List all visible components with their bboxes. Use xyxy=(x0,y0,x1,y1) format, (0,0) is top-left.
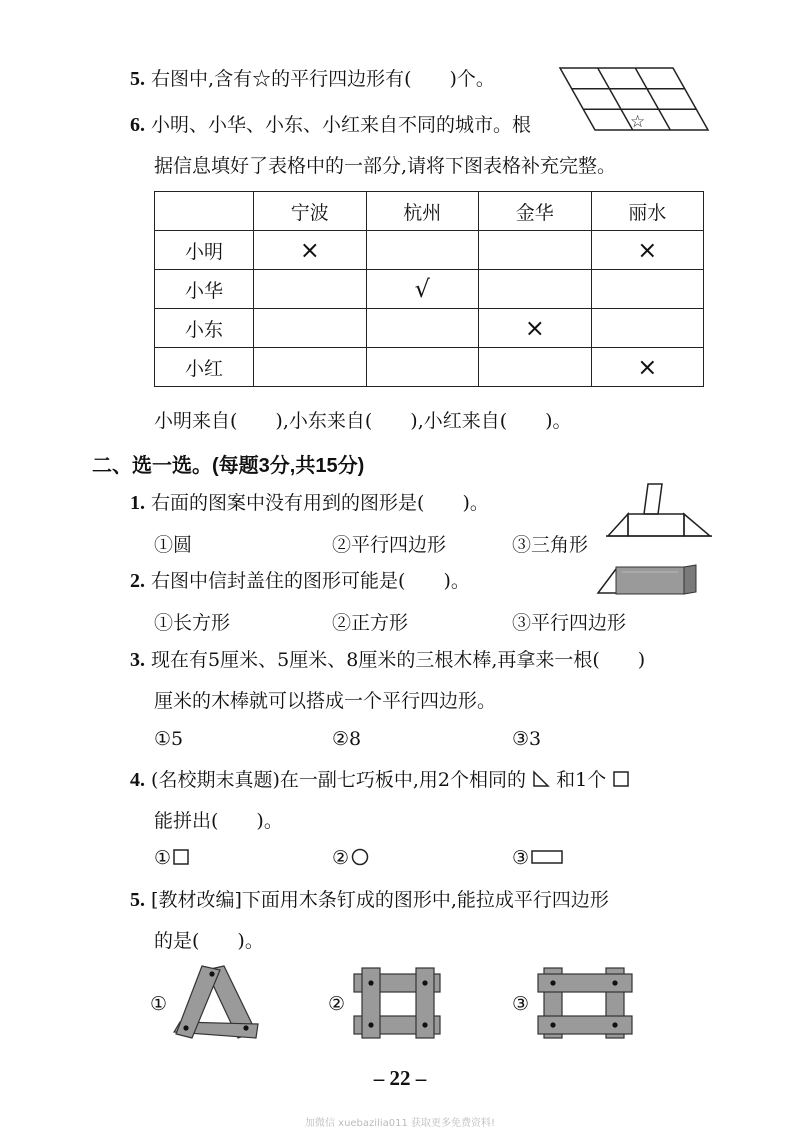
option[interactable]: ①5 xyxy=(154,728,184,750)
question-text: 现在有5厘米、5厘米、8厘米的三根木棒,再拿来一根( ) xyxy=(151,649,646,671)
choice-question-2: 2. 右图中信封盖住的图形可能是( )。 xyxy=(130,570,470,592)
section-title: 二、选一选。(每题3分,共15分) xyxy=(92,455,365,477)
table-cell[interactable] xyxy=(479,231,592,270)
option[interactable]: ③三角形 xyxy=(512,534,589,556)
row-name: 小明 xyxy=(155,231,254,270)
header-cell: 丽水 xyxy=(591,192,704,231)
question-5: 5. 右图中,含有☆的平行四边形有( )个。 xyxy=(130,68,495,90)
question-text: (名校期末真题)在一副七巧板中,用2个相同的 xyxy=(151,769,527,791)
square-icon xyxy=(171,848,191,866)
right-triangle-icon xyxy=(532,770,550,788)
header-cell: 杭州 xyxy=(366,192,479,231)
header-cell: 金华 xyxy=(479,192,592,231)
option[interactable]: ①圆 xyxy=(154,534,193,556)
city-table xyxy=(154,191,704,387)
option-2-label[interactable]: ② xyxy=(328,993,346,1015)
quadrilateral-sticks-figure-3 xyxy=(536,966,636,1040)
option-3-label[interactable]: ③ xyxy=(512,993,530,1015)
table-cell[interactable] xyxy=(479,270,592,309)
question-4-line2: 能拼出( )。 xyxy=(154,810,283,832)
table-cell[interactable] xyxy=(366,309,479,348)
option-1-label[interactable]: ① xyxy=(150,993,168,1015)
option[interactable]: ②8 xyxy=(332,728,362,750)
quadrilateral-sticks-figure-2 xyxy=(350,966,446,1040)
question-text: 右图中,含有☆的平行四边形有( )个。 xyxy=(151,68,495,90)
question-6: 6. 小明、小华、小东、小红来自不同的城市。根 xyxy=(130,114,532,136)
table-cell[interactable] xyxy=(254,270,367,309)
table-header-row xyxy=(155,192,704,231)
table-cell[interactable]: × xyxy=(254,231,367,270)
header-cell: 宁波 xyxy=(254,192,367,231)
answer-line: 小明来自( ),小东来自( ),小红来自( )。 xyxy=(154,410,572,432)
table-cell[interactable] xyxy=(254,309,367,348)
page-number: – 22 – xyxy=(373,1066,427,1090)
question-text: 小明、小华、小东、小红来自不同的城市。根 xyxy=(151,114,532,136)
table-cell[interactable] xyxy=(366,348,479,387)
table-cell[interactable]: √ xyxy=(366,270,479,309)
option[interactable]: ③3 xyxy=(512,728,542,750)
table-cell[interactable] xyxy=(591,270,704,309)
circle-icon xyxy=(349,848,371,866)
table-row xyxy=(155,231,704,270)
option-1[interactable]: ① xyxy=(154,847,191,869)
parallelogram-grid-figure xyxy=(555,64,713,136)
table-row xyxy=(155,309,704,348)
table-cell[interactable]: × xyxy=(479,309,592,348)
watermark: 加微信 xuebazilia011 获取更多免费资料! xyxy=(304,1118,496,1129)
choice-question-1: 1. 右面的图案中没有用到的图形是( )。 xyxy=(130,492,489,514)
square-icon xyxy=(612,770,630,788)
rectangle-icon xyxy=(529,848,565,866)
star-icon: ☆ xyxy=(630,112,646,132)
option-2[interactable]: ② xyxy=(332,847,371,869)
table-row xyxy=(155,348,704,387)
envelope-figure xyxy=(596,563,702,599)
option[interactable]: ③平行四边形 xyxy=(512,612,627,634)
option-3[interactable]: ③ xyxy=(512,847,565,869)
row-name: 小东 xyxy=(155,309,254,348)
choice-question-4: 4. (名校期末真题)在一副七巧板中,用2个相同的 和1个 xyxy=(130,767,630,793)
choice-question-5: 5. [教材改编]下面用木条钉成的图形中,能拉成平行四边形 xyxy=(130,889,609,911)
table-cell[interactable] xyxy=(479,348,592,387)
triangle-sticks-figure xyxy=(172,962,262,1044)
pattern-figure xyxy=(604,482,716,550)
option[interactable]: ①长方形 xyxy=(154,612,231,634)
question-text: 右面的图案中没有用到的图形是( )。 xyxy=(151,492,489,514)
question-text: [教材改编]下面用木条钉成的图形中,能拉成平行四边形 xyxy=(151,889,609,911)
table-cell[interactable] xyxy=(366,231,479,270)
question-5-line2: 的是( )。 xyxy=(154,930,264,952)
question-text: 右图中信封盖住的图形可能是( )。 xyxy=(151,570,470,592)
row-name: 小红 xyxy=(155,348,254,387)
question-6-line2: 据信息填好了表格中的一部分,请将下图表格补充完整。 xyxy=(154,155,617,177)
table-cell[interactable] xyxy=(591,309,704,348)
option[interactable]: ②正方形 xyxy=(332,612,409,634)
row-name: 小华 xyxy=(155,270,254,309)
question-text: 和1个 xyxy=(556,769,607,791)
option[interactable]: ②平行四边形 xyxy=(332,534,447,556)
table-cell[interactable] xyxy=(254,348,367,387)
choice-question-3: 3. 现在有5厘米、5厘米、8厘米的三根木棒,再拿来一根( ) xyxy=(130,649,646,671)
table-cell[interactable]: × xyxy=(591,348,704,387)
table-cell[interactable]: × xyxy=(591,231,704,270)
header-cell xyxy=(155,192,254,231)
question-3-line2: 厘米的木棒就可以搭成一个平行四边形。 xyxy=(154,690,497,712)
table-row xyxy=(155,270,704,309)
